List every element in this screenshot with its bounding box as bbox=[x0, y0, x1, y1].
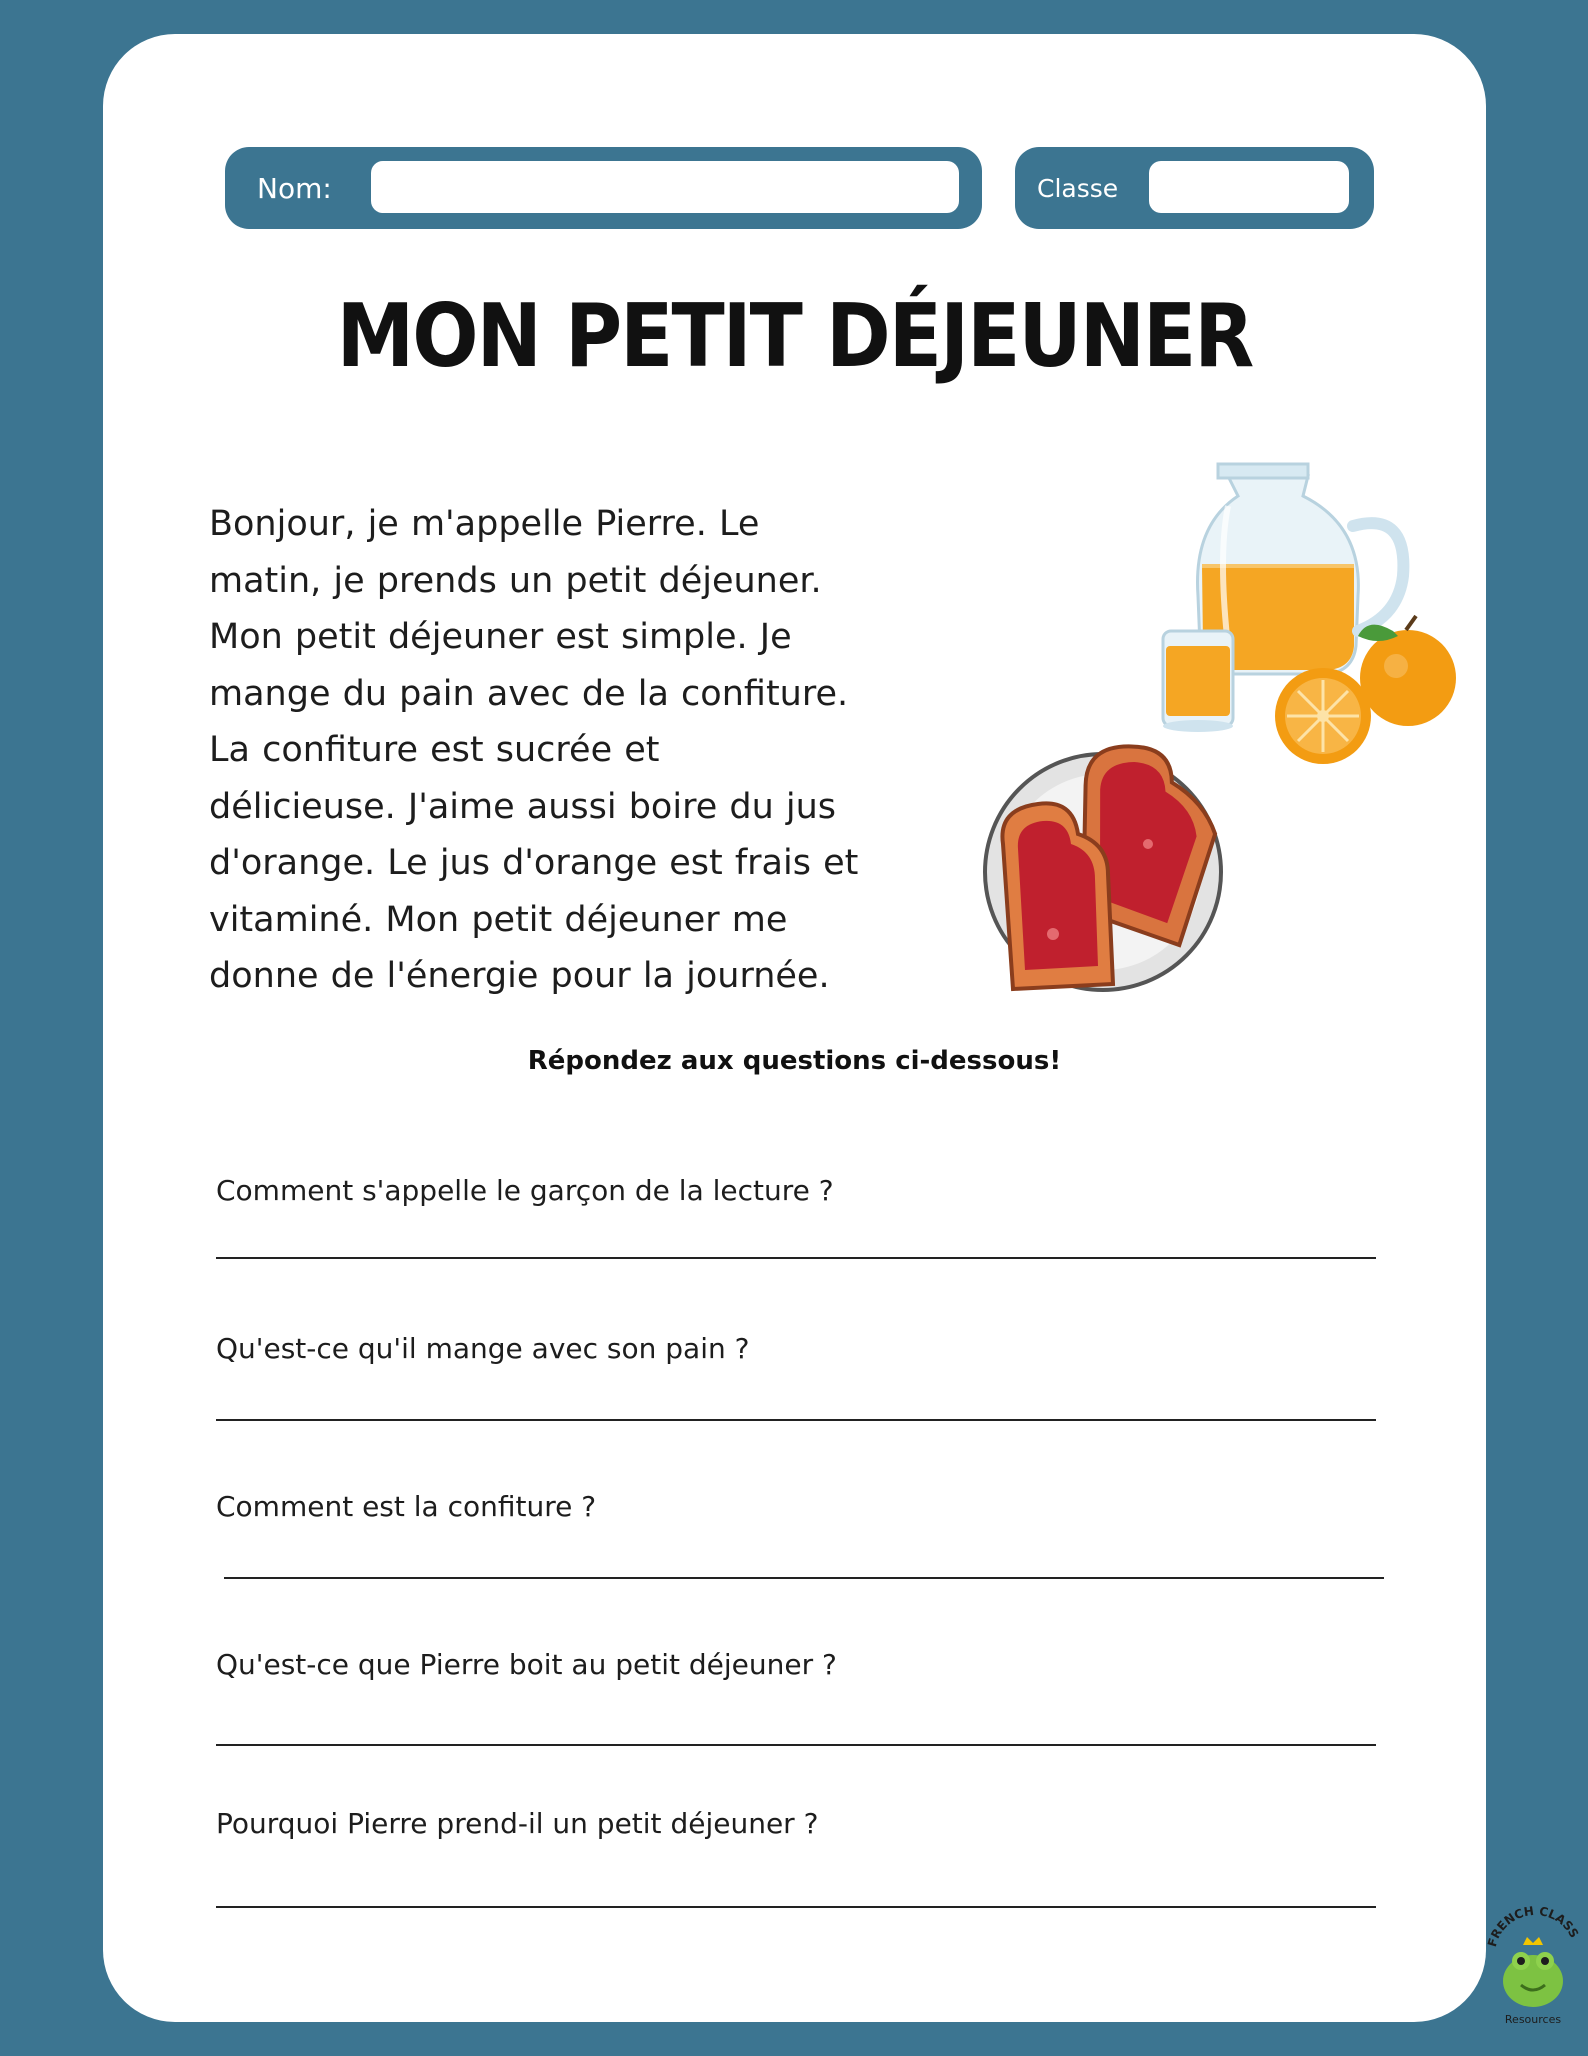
reading-line: mange du pain avec de la confiture. bbox=[209, 673, 849, 714]
orange-juice-illustration bbox=[1158, 456, 1458, 766]
svg-text:FRENCH CLASS bbox=[1485, 1904, 1581, 1949]
answer-line-3[interactable] bbox=[224, 1577, 1384, 1579]
instruction-text: Répondez aux questions ci-dessous! bbox=[527, 1046, 1062, 1076]
reading-line: donne de l'énergie pour la journée. bbox=[209, 956, 830, 996]
answer-line-4[interactable] bbox=[216, 1744, 1376, 1746]
name-label: Nom: bbox=[257, 171, 332, 205]
answer-line-2[interactable] bbox=[216, 1419, 1376, 1421]
question-5: Pourquoi Pierre prend-il un petit déjeuner ? bbox=[216, 1807, 819, 1840]
page-title: MON PETIT DÉJEUNER bbox=[336, 286, 1253, 388]
reading-line: délicieuse. J'aime aussi boire du jus bbox=[209, 786, 837, 827]
class-field-box bbox=[1015, 147, 1374, 229]
reading-line: d'orange. Le jus d'orange est frais et bbox=[209, 843, 859, 883]
question-2: Qu'est-ce qu'il mange avec son pain ? bbox=[216, 1332, 750, 1365]
toast-jam-illustration bbox=[983, 734, 1253, 999]
logo-bottom-text: Resources bbox=[1504, 2013, 1562, 2026]
french-class-logo bbox=[1483, 1903, 1583, 2029]
name-field-box bbox=[225, 147, 982, 229]
answer-line-5[interactable] bbox=[216, 1906, 1376, 1908]
class-label: Classe bbox=[1037, 173, 1119, 203]
reading-line: vitaminé. Mon petit déjeuner me bbox=[209, 899, 788, 940]
question-1: Comment s'appelle le garçon de la lecture ? bbox=[216, 1174, 834, 1207]
class-input[interactable] bbox=[1149, 161, 1349, 213]
name-input[interactable] bbox=[371, 161, 959, 213]
question-3: Comment est la confiture ? bbox=[216, 1490, 597, 1523]
logo-arc-text: FRENCH CLASS bbox=[1484, 1903, 1582, 1949]
reading-line: matin, je prends un petit déjeuner. bbox=[209, 560, 822, 601]
reading-line: Bonjour, je m'appelle Pierre. Le bbox=[209, 504, 760, 544]
reading-line: Mon petit déjeuner est simple. Je bbox=[209, 617, 792, 657]
worksheet-page bbox=[103, 34, 1486, 2022]
question-4: Qu'est-ce que Pierre boit au petit déjeuner ? bbox=[216, 1648, 837, 1681]
answer-line-1[interactable] bbox=[216, 1257, 1376, 1259]
reading-passage bbox=[209, 496, 969, 1005]
reading-line: La confiture est sucrée et bbox=[209, 730, 660, 770]
